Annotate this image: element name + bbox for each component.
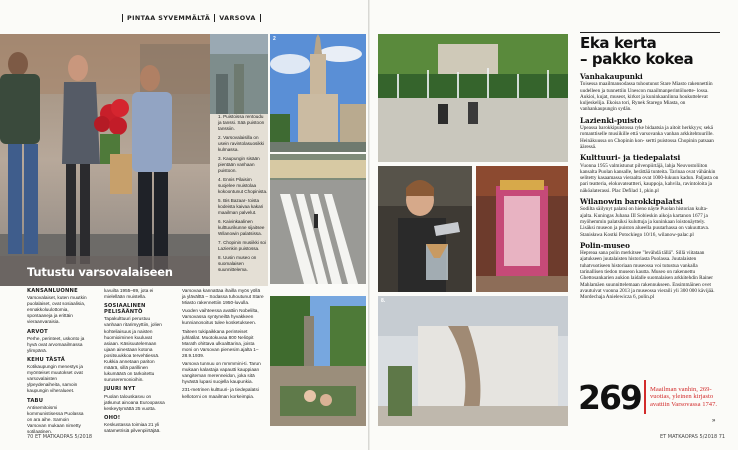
attraction-heading: Wilanowin barokkipalatsi (580, 197, 683, 207)
attraction-heading: Lazienki-puisto (580, 115, 643, 125)
bullet-text: Taiteen tukipaikkana perinteiset juhlatilat. Muotokuvaa 800 Neliöpit Marath ohittava ulkoalttarina, joista moni on Varsovan pienesim.ajalta 1–28.9.1939. (182, 328, 259, 358)
attraction-heading: Kulttuuri- ja tiedepalatsi (580, 153, 681, 163)
title-line-1: Eka kerta (580, 34, 657, 52)
must-see-list (580, 74, 720, 301)
attraction-text: Sodilta säilynyt palatsi on hieno näyte Puolan historian kulta-ajalta. Kuningas Juhana III Sobieskin aikoja kartanon 1677 ja myöhemmin palatsiksi kuluttuja ja kuninkaan loistonäyttely. Lisäksi museon ja puiston alueella puutarhassa on vakuuttava. Stanisława Kostki Potockiego 10/16, wilanow-palac.pl (580, 206, 710, 238)
text-column-2 (104, 288, 166, 436)
photo-crosswalk (270, 154, 366, 284)
section-text: Keskustassa toimiaa 21 yli satametrisiä pilvenpiirtäjää. (104, 421, 161, 433)
runner-city: VARSOVA (219, 14, 256, 22)
title-line-2: – pakko kokea (580, 50, 694, 68)
runner-divider (260, 14, 261, 22)
photo-polin-museum (378, 296, 568, 426)
bullet-text: Vuoden vaihteessa avattiin Nobelilta, Varsovassa syntyneiltä hyvakkeen kunnianosoitus tulee kosketukseen. (182, 308, 259, 326)
page-folio-right: ET MATKAOPAS 5/2018 71 (660, 434, 726, 440)
caption-item: 3. Kaupungin sisään pientään vanhaan puistoon. (218, 156, 260, 173)
caption-item: 8. Uusin museo on suomalaisen suunnittelema. (218, 255, 257, 272)
fact-text: Maailman vanhin, 269-vuotias, yleinen kirjasto avattiin Varsovassa 1747. (649, 385, 718, 408)
attraction-heading: Vanhakaupunki (580, 72, 643, 81)
bullet-text: Varsova tunnuu on mmmmini-ti. Tarun mukaan kalastaja vapautti kauppiaan vangiteman merenneidon, joka sitä hyvästä lupasi suojella kaupunkia. (182, 361, 261, 385)
photo-number: 8. (381, 298, 386, 304)
text-column-3 (182, 288, 264, 402)
attraction-text: Vuonna 1955 valmistunut pilvenpiirtäjä, lahja Neuvostoliiton kansalta Puolan kansalle, herättää tunteita. Tarinaa ovat vähänkin selitetty kasaamassa vieraalta ovat 1000-lukuun kadun. Paljasta on pari teatteria, elokuvateattteri, kauppoja, kahvila, ravintoloita ja näköalaterassi. Plac Defilad 1, pkin.pl (580, 162, 719, 194)
section-heading: TABU (27, 397, 44, 404)
section-heading: KANSANLUONNE (27, 288, 78, 294)
attraction-heading: Polin-museo (580, 240, 630, 250)
continue-arrows-icon: » (712, 418, 716, 424)
fact-divider (644, 380, 646, 414)
photo-garden-sculpture (270, 296, 366, 426)
photo-fountain-park (378, 34, 568, 162)
section-heading: SOSIAALINEN PELISÄÄNTÖ (104, 303, 146, 316)
caption-item: 6. Kaivinkaalinen kulttuurikunne sijaitsee Wilanowin palatsissa. (218, 219, 265, 236)
photo-varsovians (0, 34, 210, 286)
fact-number: 269 (578, 377, 641, 417)
section-text: luvuilta 1955–89, jota ei mielellään muistella. (104, 288, 154, 300)
attraction-text: Hepreaa sana polin merkitsee "levähdä tällä". Sillä viitataan ajatukseen juutalaisten historiasta Puolassa. Juutalaisten tuhatvuotiseen historiaan museossa voi tutustua vankalla tarinallisen tiedon museon kautta. Museo on rakennettu Ghettosankarien aukion laidalle suomalaisen arkkitehdin Rainer Mahlamäen suunnittelemaan rakennukseen. Ensimmäinen ovet avautuivat vuonna 2013 ja museossa vieraili yli 300 000 kävijää. Mordechaja Anielewicza 6, polin.pl (580, 250, 715, 301)
right-page-title (580, 35, 693, 67)
section-heading: JUURI NYT (104, 386, 136, 393)
caption-item: 1. Puistoissa rentoudu ja tanssi. Sää puistoon tanssiin. (218, 114, 265, 131)
bullet-text: Varsovaa kannattaa ihailla myös yöllä ja ylävälttä – Sodassa tuhoutunut Stare Miasto rakennettiin 1950-luvulla. (182, 288, 264, 306)
bullet-text: 231-metrinen kulttuuri- ja tiedepalatsi kellotorni on maailman korkeimpia. (182, 387, 259, 399)
text-column-1 (27, 288, 89, 437)
section-text: Antisemitoismi kommunistisessa Puolassa on ara aihe. Samoin Varsovan mukaan nimetty sotilaatinen. (27, 404, 84, 434)
section-text: Tapakulttuuri perustuu vanhaan ritarimyyttiin, jolien kohteliaisuus ja naisten huomioiminen kuuluvat asiaan. Käsisuutelemaan ujaan ainestaan kotona positsuukkoa tervehtiessä. Kukkia annetaan pariton määrä, sillä parillinen lukumäärä on tarkoitettu suruseremonioihin. (104, 316, 162, 383)
caption-item: 4. Ennis Pilaisim suojelee muistolaa kokoontunut Chopinista. (218, 177, 268, 194)
left-page (0, 0, 368, 450)
section-text: Perhe, perinteet, uskonto ja hyvä ovat arvomaailmassa ylimpänä. (27, 335, 85, 353)
section-heading: ARVOT (27, 328, 48, 335)
section-text: Varsovalaiset, kuten muutkin puolalaiset, ovat sosiaalisia, ennakkoluulottomia, spontaaneja ja erittäin vieraanvaraisia. (27, 295, 87, 325)
runner-divider (214, 14, 215, 22)
title-rule (580, 32, 720, 33)
runner-section: PINTAA SYVEMMÄLTÄ (127, 14, 211, 22)
fact-box (578, 378, 728, 416)
photo-palace-of-culture (270, 34, 366, 152)
photo-barista (378, 166, 472, 292)
caption-item: 2. Varsovalaisilla on usein ravintolasuosikki kulmassa. (218, 135, 264, 152)
section-text: Puolan talouskasvu on jatkunut ainoana Euroopassa keskeytymättä 25 vuotta. (104, 393, 165, 411)
section-heading: OHO! (104, 414, 121, 421)
photo-caption-list (218, 114, 268, 276)
section-heading: KEHU TÄSTÄ (27, 356, 65, 363)
running-header (122, 14, 261, 22)
runner-divider (122, 14, 123, 22)
caption-item: 7. Chopinin musiikki soi Lazienkin puistossa. (218, 240, 266, 251)
article-title: Tutustu varsovalaiseen (27, 265, 173, 279)
attraction-text: Toisessa maailmansodassa tuhoutunut Stare Miasto rakennettiin uudelleen ja tunnettiin Unescon maailmanperintöluette- lossa. Aukioi, kujat, museot, kirkot ja kuninkaanlinna houkuttelevat kuljeskelija. Ekoisa tori, Rynek Starego Miasta, on vanhankaupungin sydän. (580, 81, 713, 113)
caption-item: 5. Bis Bazaar- toista kodeista kaivaa kakari maailman palvelut. (218, 198, 264, 215)
photo-number: 2 (273, 36, 276, 42)
page-folio-left: 70 ET MATKAOPAS 5/2018 (27, 434, 93, 440)
section-text: Kotikaupungin menestys ja myönteiset muutokset ovat varsovalaisten ylpeydenaiheita, samoin kaupungin viheralueet. (27, 364, 84, 394)
attraction-text: Upeassa barokkipuistossa ryke bidaatsia ja aitoit herkkyys; sekä romanttiselle musiikille että varsovanka vanhan arkkitehtuurille. Heinäkuussa on Chopinin kon- sertti puistossa Chopinin patsaan ääressä. (580, 125, 714, 150)
photo-wilanow-palace (476, 166, 568, 292)
